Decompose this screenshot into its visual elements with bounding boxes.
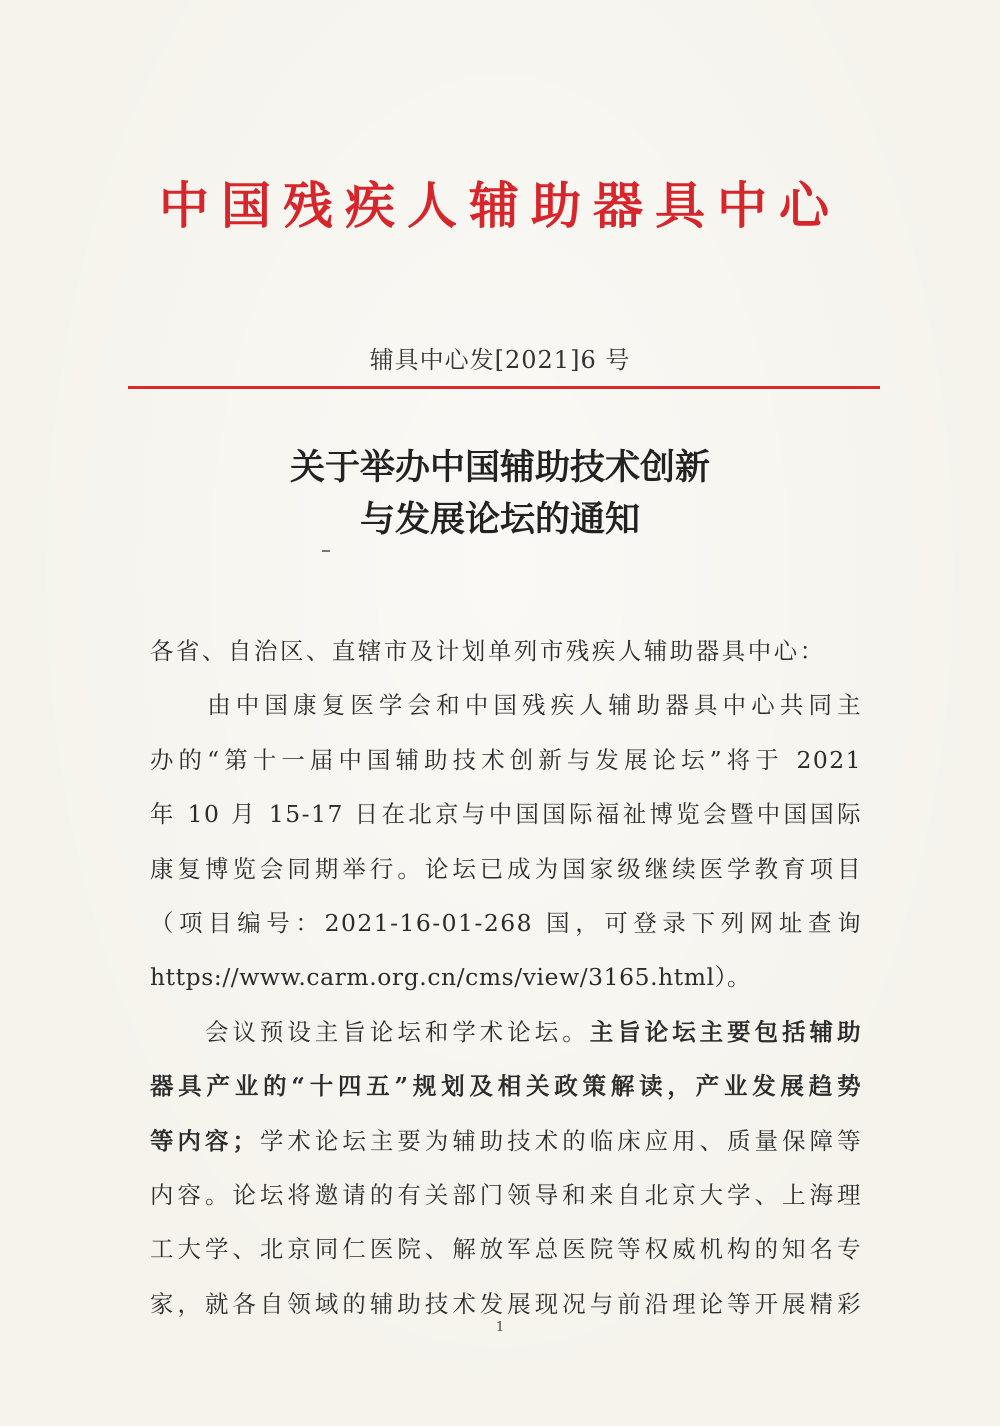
- paragraph-1-line: 年 10 月 15-17 日在北京与中国国际福祉博览会暨中国国际: [150, 800, 862, 829]
- page-number: 1: [495, 1320, 505, 1335]
- paragraph-2-line-2: 器具产业的“十四五”规划及相关政策解读，产业发展趋势: [150, 1072, 862, 1101]
- organization-header: 中国残疾人辅助器具中心: [159, 176, 841, 235]
- paragraph-2-line-3: [150, 1114, 862, 1168]
- document-title: [0, 442, 1000, 546]
- paragraph-2-line-1: [150, 1005, 862, 1059]
- paragraph-1-line: 由中国康复医学会和中国残疾人辅助器具中心共同主: [150, 691, 862, 720]
- red-divider-rule: [128, 386, 880, 389]
- paragraph-1-url-line: https://www.carm.org.cn/cms/view/3165.html）。: [150, 963, 751, 992]
- paragraph-2-bold-start: 主旨论坛主要包括辅助: [589, 1017, 862, 1046]
- document-number: 辅具中心发[2021]6 号: [369, 346, 631, 374]
- paragraph-2-line-4: 内容。论坛将邀请的有关部门领导和来自北京大学、上海理: [150, 1180, 862, 1209]
- paragraph-1-line: （项目编号：2021-16-01-268 国，可登录下列网址查询: [150, 908, 862, 937]
- paragraph-2-continued: 学术论坛主要为辅助技术的临床应用、质量保障等: [257, 1126, 862, 1155]
- paragraph-2-bold-end: 等内容；: [150, 1126, 258, 1155]
- paragraph-1-line: 康复博览会同期举行。论坛已成为国家级继续医学教育项目: [150, 854, 862, 883]
- document-body: [150, 624, 862, 1331]
- paragraph-2-intro: 会议预设主旨论坛和学术论坛。: [150, 1017, 590, 1046]
- paragraph-2-line-5: 工大学、北京同仁医院、解放军总医院等权威机构的知名专: [150, 1235, 862, 1264]
- title-line-1: 关于举办中国辅助技术创新: [289, 447, 710, 488]
- scan-mark: [322, 550, 330, 552]
- paragraph-2-line-6: 家，就各自领域的辅助技术发展现况与前沿理论等开展精彩: [150, 1289, 862, 1318]
- title-line-2: 与发展论坛的通知: [359, 499, 640, 540]
- salutation: 各省、自治区、直辖市及计划单列市残疾人辅助器具中心：: [150, 637, 826, 665]
- paragraph-1-line: 办的“第十一届中国辅助技术创新与发展论坛”将于 2021: [150, 745, 862, 774]
